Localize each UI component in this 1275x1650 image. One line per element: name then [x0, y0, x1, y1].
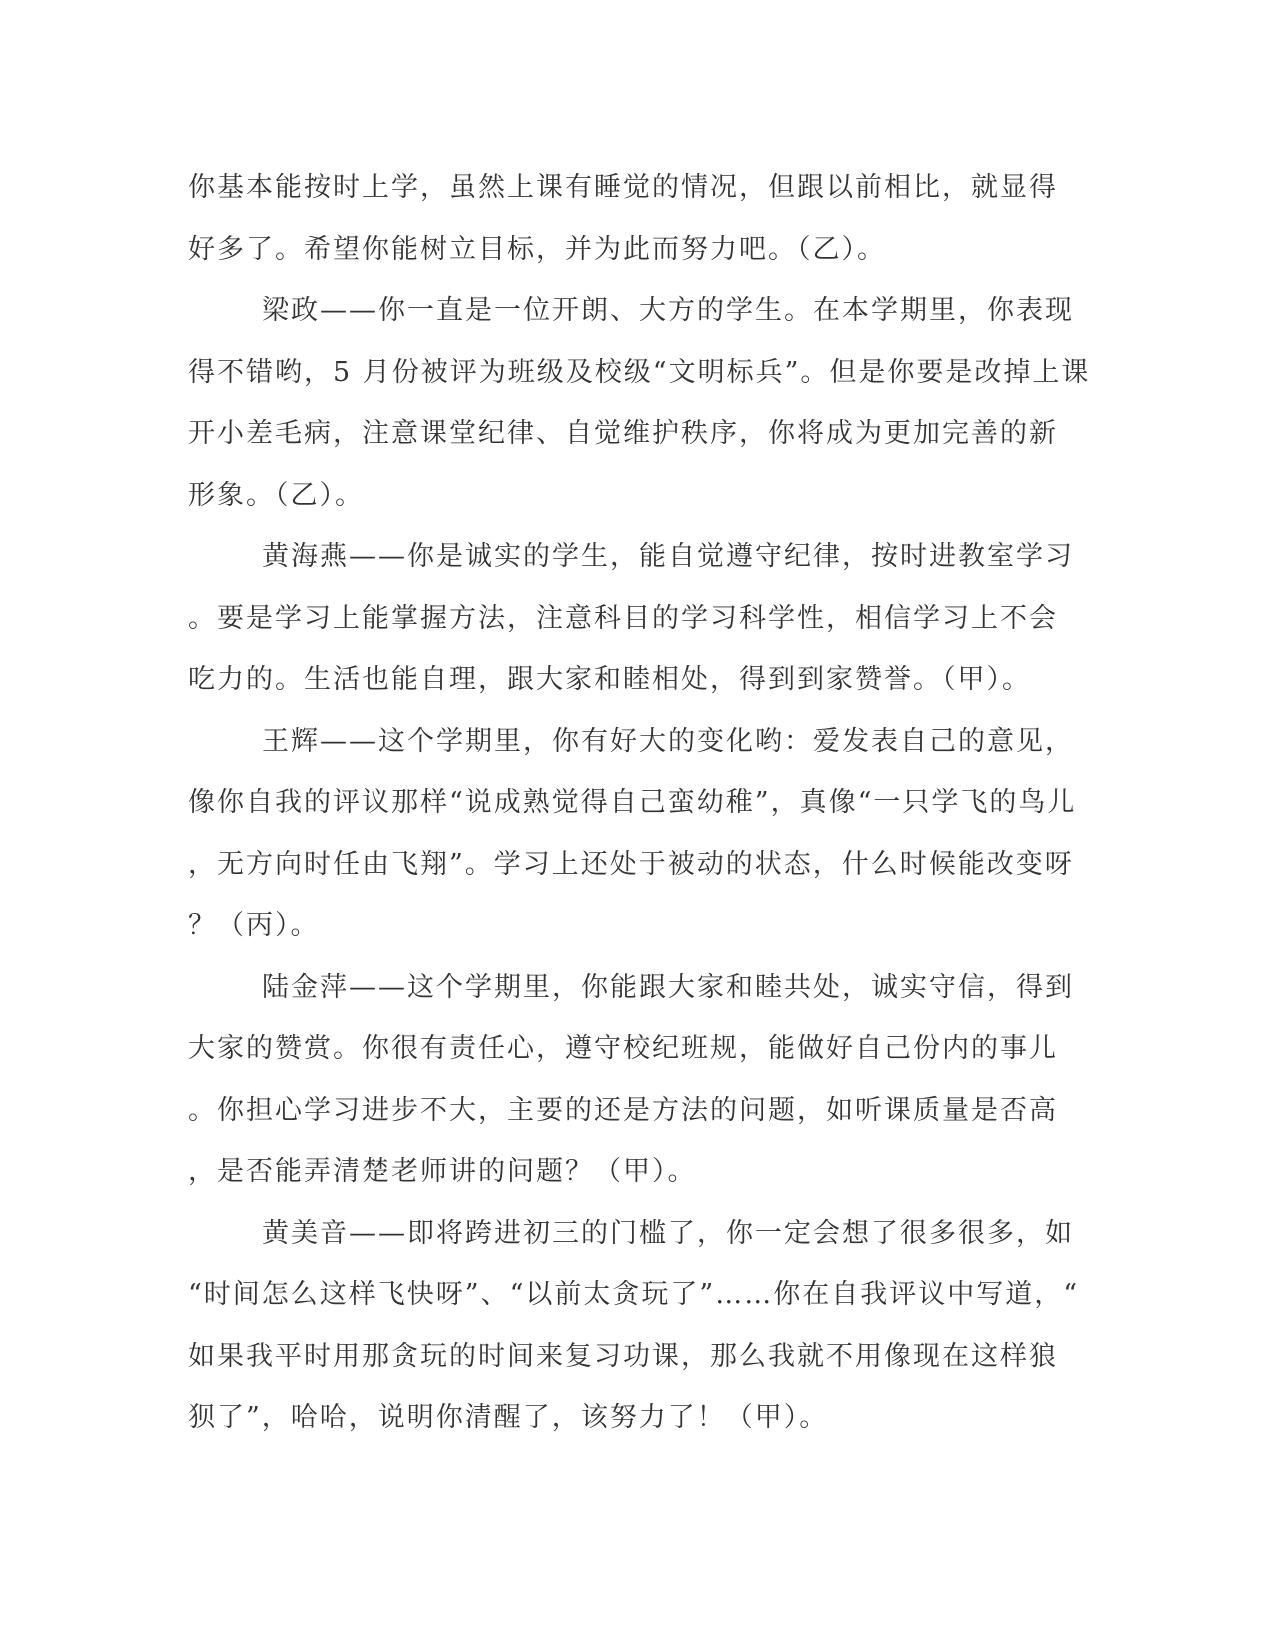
text-line: 大家的赞赏。你很有责任心，遵守校纪班规，能做好自己份内的事儿	[188, 1033, 1058, 1064]
text-line: 如果我平时用那贪玩的时间来复习功课，那么我就不用像现在这样狼	[188, 1340, 1058, 1372]
text-line: ？（丙）。	[188, 910, 320, 941]
text-line: 得不错哟，5 月份被评为班级及校级“文明标兵”。但是你要是改掉上课	[188, 356, 1091, 388]
paragraph-start-line: 黄海燕——你是诚实的学生，能自觉遵守纪律，按时进教室学习	[262, 541, 1074, 572]
text-line: 。要是学习上能掌握方法，注意科目的学习科学性，相信学习上不会	[188, 602, 1058, 634]
text-line: 形象。（乙）。	[188, 479, 364, 511]
text-line: 你基本能按时上学，虽然上课有睡觉的情况，但跟以前相比，就显得	[188, 172, 1058, 203]
text-line: ，是否能弄清楚老师讲的问题？（甲）。	[188, 1156, 697, 1187]
paragraph-start-line: 黄美音——即将跨进初三的门槛了，你一定会想了很多很多，如	[262, 1217, 1074, 1249]
document-body	[188, 157, 1091, 1449]
text-line: 好多了。希望你能树立目标，并为此而努力吧。（乙）。	[188, 233, 886, 265]
text-line: 吃力的。生活也能自理，跟大家和睦相处，得到到家赞誉。（甲）。	[188, 664, 1031, 695]
text-line: 。你担心学习进步不大，主要的还是方法的问题，如听课质量是否高	[188, 1094, 1058, 1126]
text-line: 像你自我的评议那样“说成熟觉得自己蛮幼稚”，真像“一只学飞的鸟儿	[188, 787, 1077, 818]
paragraph-start-line: 王辉——这个学期里，你有好大的变化哟：爱发表自己的意见，	[262, 725, 1074, 757]
text-line: ，无方向时任由飞翔”。学习上还处于被动的状态，什么时候能改变呀	[188, 848, 1074, 880]
paragraph-start-line: 陆金萍——这个学期里，你能跟大家和睦共处，诚实守信，得到	[262, 971, 1074, 1003]
paragraph-start-line: 梁政——你一直是一位开朗、大方的学生。在本学期里，你表现	[262, 295, 1074, 326]
text-line: “时间怎么这样飞快呀”、“以前太贪玩了”……你在自我评议中写道，“	[188, 1279, 1080, 1310]
text-line: 狈了”，哈哈，说明你清醒了，该努力了！（甲）。	[188, 1402, 829, 1433]
text-line: 开小差毛病，注意课堂纪律、自觉维护秩序，你将成为更加完善的新	[188, 418, 1058, 449]
